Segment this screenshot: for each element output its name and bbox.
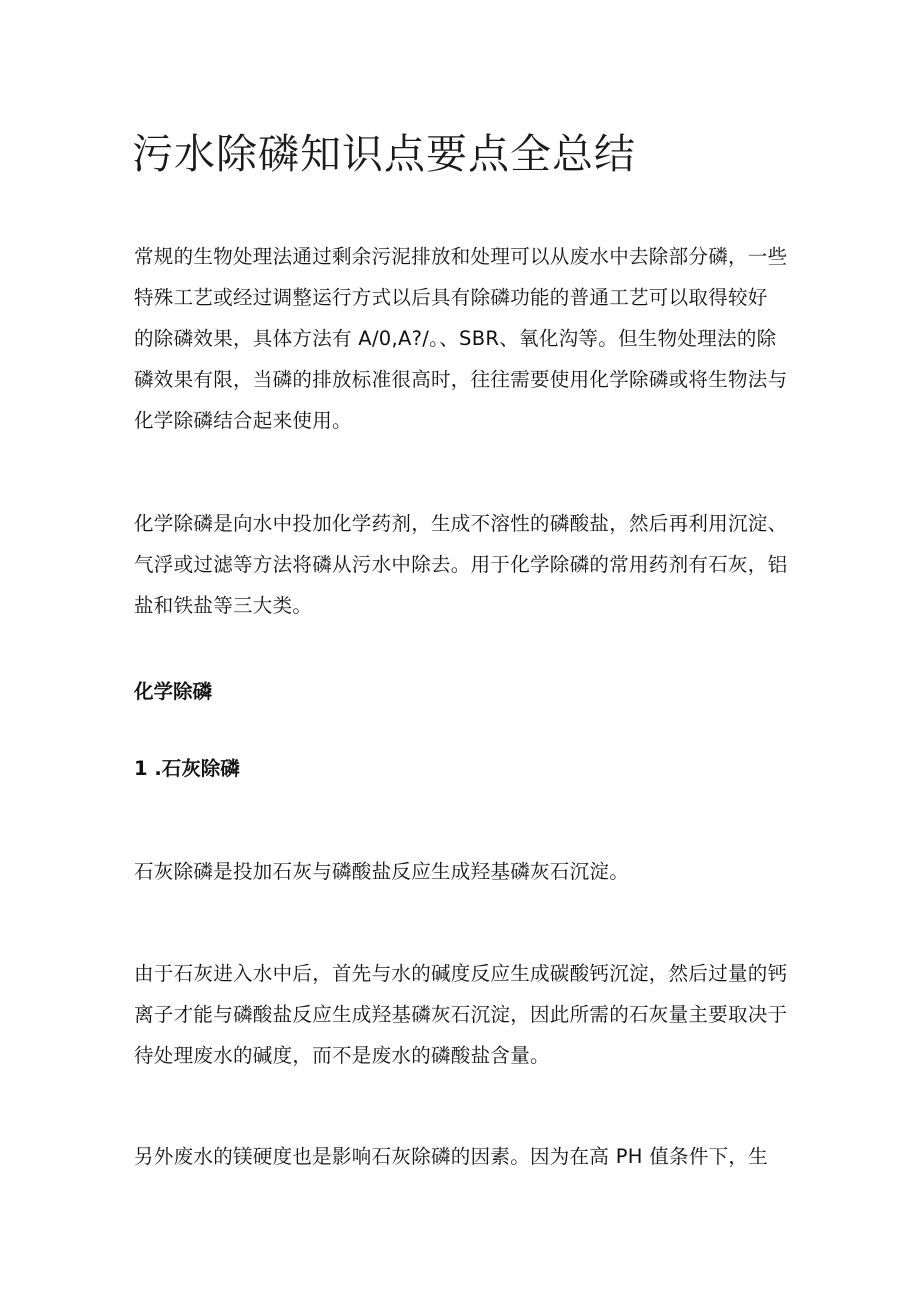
paragraph-line: 常规的生物处理法通过剩余污泥排放和处理可以从废水中去除部分磷，一些 bbox=[134, 245, 788, 268]
paragraph-magnesium-hardness bbox=[134, 1136, 794, 1177]
paragraph-line: 化学除磷结合起来使用。 bbox=[134, 409, 352, 432]
paragraph-line: 离子才能与磷酸盐反应生成羟基磷灰石沉淀，因此所需的石灰量主要取决于 bbox=[134, 1003, 788, 1026]
section-heading: 化学除磷 bbox=[134, 680, 213, 703]
paragraph-lime-definition bbox=[134, 851, 794, 892]
paragraph-line: 另外废水的镁硬度也是影响石灰除磷的因素。因为在高 PH 值条件下，生 bbox=[134, 1145, 769, 1168]
paragraph-line: 由于石灰进入水中后，首先与水的碱度反应生成碳酸钙沉淀，然后过量的钙 bbox=[134, 962, 788, 985]
paragraph-line: 待处理废水的碱度，而不是废水的磷酸盐含量。 bbox=[134, 1044, 550, 1067]
paragraph-line: 化学除磷是向水中投加化学药剂，生成不溶性的磷酸盐，然后再利用沉淀、 bbox=[134, 512, 788, 535]
paragraph-line: 气浮或过滤等方法将磷从污水中除去。用于化学除磷的常用药剂有石灰，铝 bbox=[134, 553, 788, 576]
paragraph-line: 特殊工艺或经过调整运行方式以后具有除磷功能的普通工艺可以取得较好 bbox=[134, 286, 768, 309]
paragraph-line: 石灰除磷是投加石灰与磷酸盐反应生成羟基磷灰石沉淀。 bbox=[134, 860, 630, 883]
subsection-heading: 1 .石灰除磷 bbox=[134, 757, 240, 780]
paragraph-chemical-removal bbox=[134, 503, 794, 626]
paragraph-line: 盐和铁盐等三大类。 bbox=[134, 594, 313, 617]
paragraph-line: 的除磷效果，具体方法有 A/0,A?/。、SBR、氧化沟等。但生物处理法的除 bbox=[134, 327, 777, 350]
paragraph-lime-alkalinity bbox=[134, 953, 794, 1076]
document-title: 污水除磷知识点要点全总结 bbox=[132, 130, 636, 178]
paragraph-biological-treatment bbox=[134, 236, 794, 441]
paragraph-line: 磷效果有限，当磷的排放标准很高时，往往需要使用化学除磷或将生物法与 bbox=[134, 368, 788, 391]
